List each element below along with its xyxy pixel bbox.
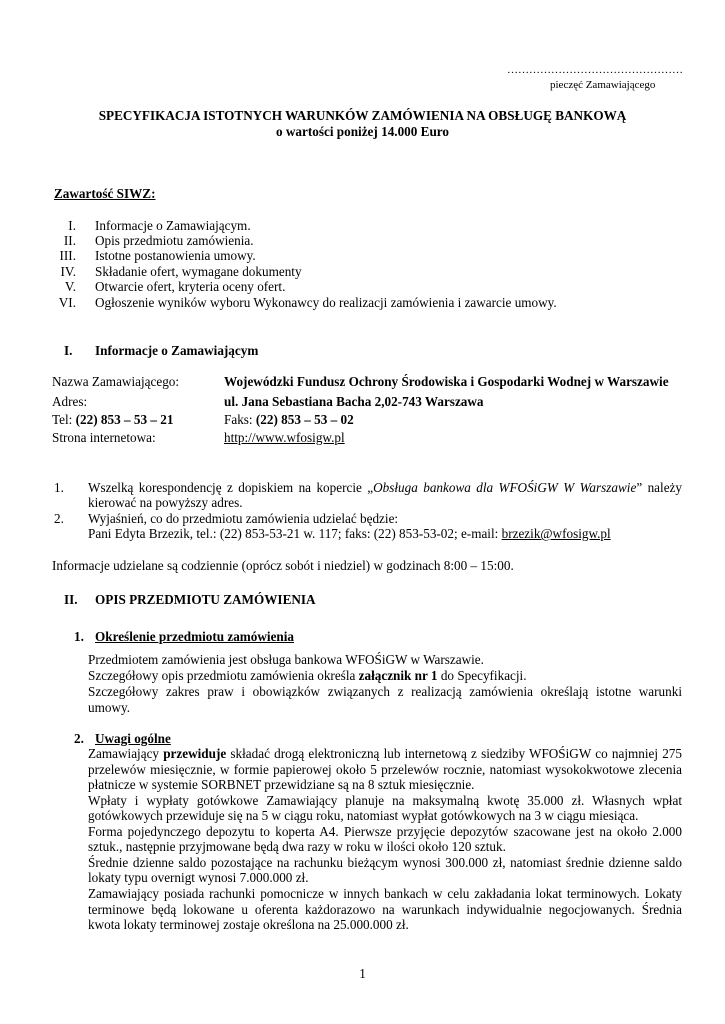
tel-value: (22) 853 – 53 – 21 [75,412,174,427]
sub1-num: 1. [74,629,84,644]
toc-item: Otwarcie ofert, kryteria oceny ofert. [95,279,286,294]
toc-num: II. [63,233,76,248]
toc-item: Istotne postanowienia umowy. [95,248,256,263]
point2-line2 [88,526,611,542]
sub2-num: 2. [74,731,84,746]
sub2-p1-line3: płatnicze w systemie SORBNET przewidziane są na 8 sztuk miesięcznie. [88,777,475,792]
name-value: Wojewódzki Fundusz Ochrony Środowiska i Gospodarki Wodnej w Warszawie [224,374,669,389]
point2-num: 2. [54,511,64,526]
fax-label: Faks: [224,412,256,427]
website-link[interactable]: http://www.wfosigw.pl [224,430,345,445]
toc-num: IV. [60,264,76,279]
sub2-p1-line2: przelewów miesięcznie, w formie papierowej około 5 przelewów rocznie, natomiast wysokokwotowe zlecenia [88,762,682,777]
sub1-line2-a: Szczegółowy opis przedmiotu zamówienia określa [88,668,359,683]
document-title: SPECYFIKACJA ISTOTNYCH WARUNKÓW ZAMÓWIENIA NA OBSŁUGĘ BANKOWĄ [98,108,627,123]
sub2-p3-line1: Forma pojedynczego depozytu to koperta A4. Pierwsze przyjęcie depozytów szacowane jest na około 2.000 [88,824,682,839]
sub2-p5-line2: terminowe będą lokowane u oferenta każdorazowo na warunkach indywidualnie negocjowanych. Średnia [88,902,682,917]
sub1-line4: umowy. [88,700,131,715]
toc-num: III. [59,248,76,263]
address-label: Adres: [52,394,88,409]
toc-heading: Zawartość SIWZ: [54,186,156,201]
point1-num: 1. [54,480,64,495]
section1-heading: Informacje o Zamawiającym [95,343,259,358]
document-subtitle: o wartości poniżej 14.000 Euro [275,124,449,139]
sub2-p5-line1: Zamawiający posiada rachunki pomocnicze w innych bankach w celu zakładania lokat terminowych. Lokaty [88,886,682,901]
section2-heading: OPIS PRZEDMIOTU ZAMÓWIENIA [95,592,316,607]
sub1-heading: Określenie przedmiotu zamówienia [95,629,295,644]
section2-num: II. [64,592,78,607]
point2-line1: Wyjaśnień, co do przedmiotu zamówienia udzielać będzie: [88,511,399,526]
sub2-p1-line1 [88,746,682,762]
email-link[interactable]: brzezik@wfosigw.pl [501,526,611,541]
toc-num: V. [64,279,76,294]
toc-num: VI. [58,295,76,310]
tel-label: Tel: [52,412,76,427]
stamp-dots: ………………………………………… [507,64,683,76]
sub1-line3: Szczegółowy zakres praw i obowiązków związanych z realizacją zamówienia określają istotne warunki [88,684,682,699]
toc-item: Ogłoszenie wyników wyboru Wykonawcy do realizacji zamówienia i zawarcie umowy. [95,295,557,310]
point1-italic: Obsługa bankowa dla WFOŚiGW W Warszawie [373,480,637,495]
toc-item: Składanie ofert, wymagane dokumenty [95,264,302,279]
sub1-line2 [88,668,527,684]
name-label: Nazwa Zamawiającego: [52,374,180,389]
point1-line2: kierować na powyższy adres. [88,495,243,510]
attachment-ref: załącznik nr 1 [358,668,438,683]
sub2-p1-bold: przewiduje [163,746,227,761]
sub2-p1-a: Zamawiający [88,746,164,761]
sub1-line1: Przedmiotem zamówienia jest obsługa bankowa WFOŚiGW w Warszawie. [88,652,484,667]
sub2-p4-line1: Średnie dzienne saldo pozostające na rachunku bieżącym wynosi 300.000 zł, natomiast średnie dzienne saldo [88,855,682,870]
point1-text-b: ” należy [636,480,683,495]
web-label: Strona internetowa: [52,430,156,445]
point1-text [88,480,682,496]
fax-value: (22) 853 – 53 – 02 [255,412,354,427]
fax-row [224,412,354,428]
address-value: ul. Jana Sebastiana Bacha 2,02-743 Warszawa [224,394,484,409]
sub2-p2-line1: Wpłaty i wypłaty gotówkowe Zamawiający planuje na maksymalną kwotę 35.000 zł. Własnych wpłat [88,793,682,808]
toc-item: Informacje o Zamawiającym. [95,218,251,233]
section1-num: I. [64,343,73,358]
contact-details: Pani Edyta Brzezik, tel.: (22) 853-53-21 w. 117; faks: (22) 853-53-02; e-mail: [88,526,502,541]
sub2-p3-line2: sztuk., następnie przyjmowane będą dwa razy w roku w ilości około 120 sztuk. [88,839,506,854]
toc-num: I. [68,218,76,233]
hours-text: Informacje udzielane są codziennie (oprócz sobót i niedziel) w godzinach 8:00 – 15:00. [52,558,514,573]
page-number: 1 [359,966,366,981]
sub2-heading: Uwagi ogólne [95,731,171,746]
sub2-p5-line3: kwota lokaty terminowej zostaje określona na 25.000.000 zł. [88,917,409,932]
sub1-line2-c: do Specyfikacji. [437,668,527,683]
sub2-p4-line2: lokaty typu overnigt wynosi 7.000.000 zł. [88,870,309,885]
sub2-p2-line2: gotówkowych przewiduje się na 5 w ciągu roku, natomiast wypłat gotówkowych na 3 w ciągu miesiąca. [88,808,639,823]
stamp-label: pieczęć Zamawiającego [550,79,656,91]
tel-row [52,412,173,428]
point1-text-a: Wszelką korespondencję z dopiskiem na kopercie „ [88,480,374,495]
toc-item: Opis przedmiotu zamówienia. [95,233,254,248]
sub2-p1-c: składać drogą elektroniczną lub internetową z siedziby WFOŚiGW co najmniej 275 [226,746,682,761]
